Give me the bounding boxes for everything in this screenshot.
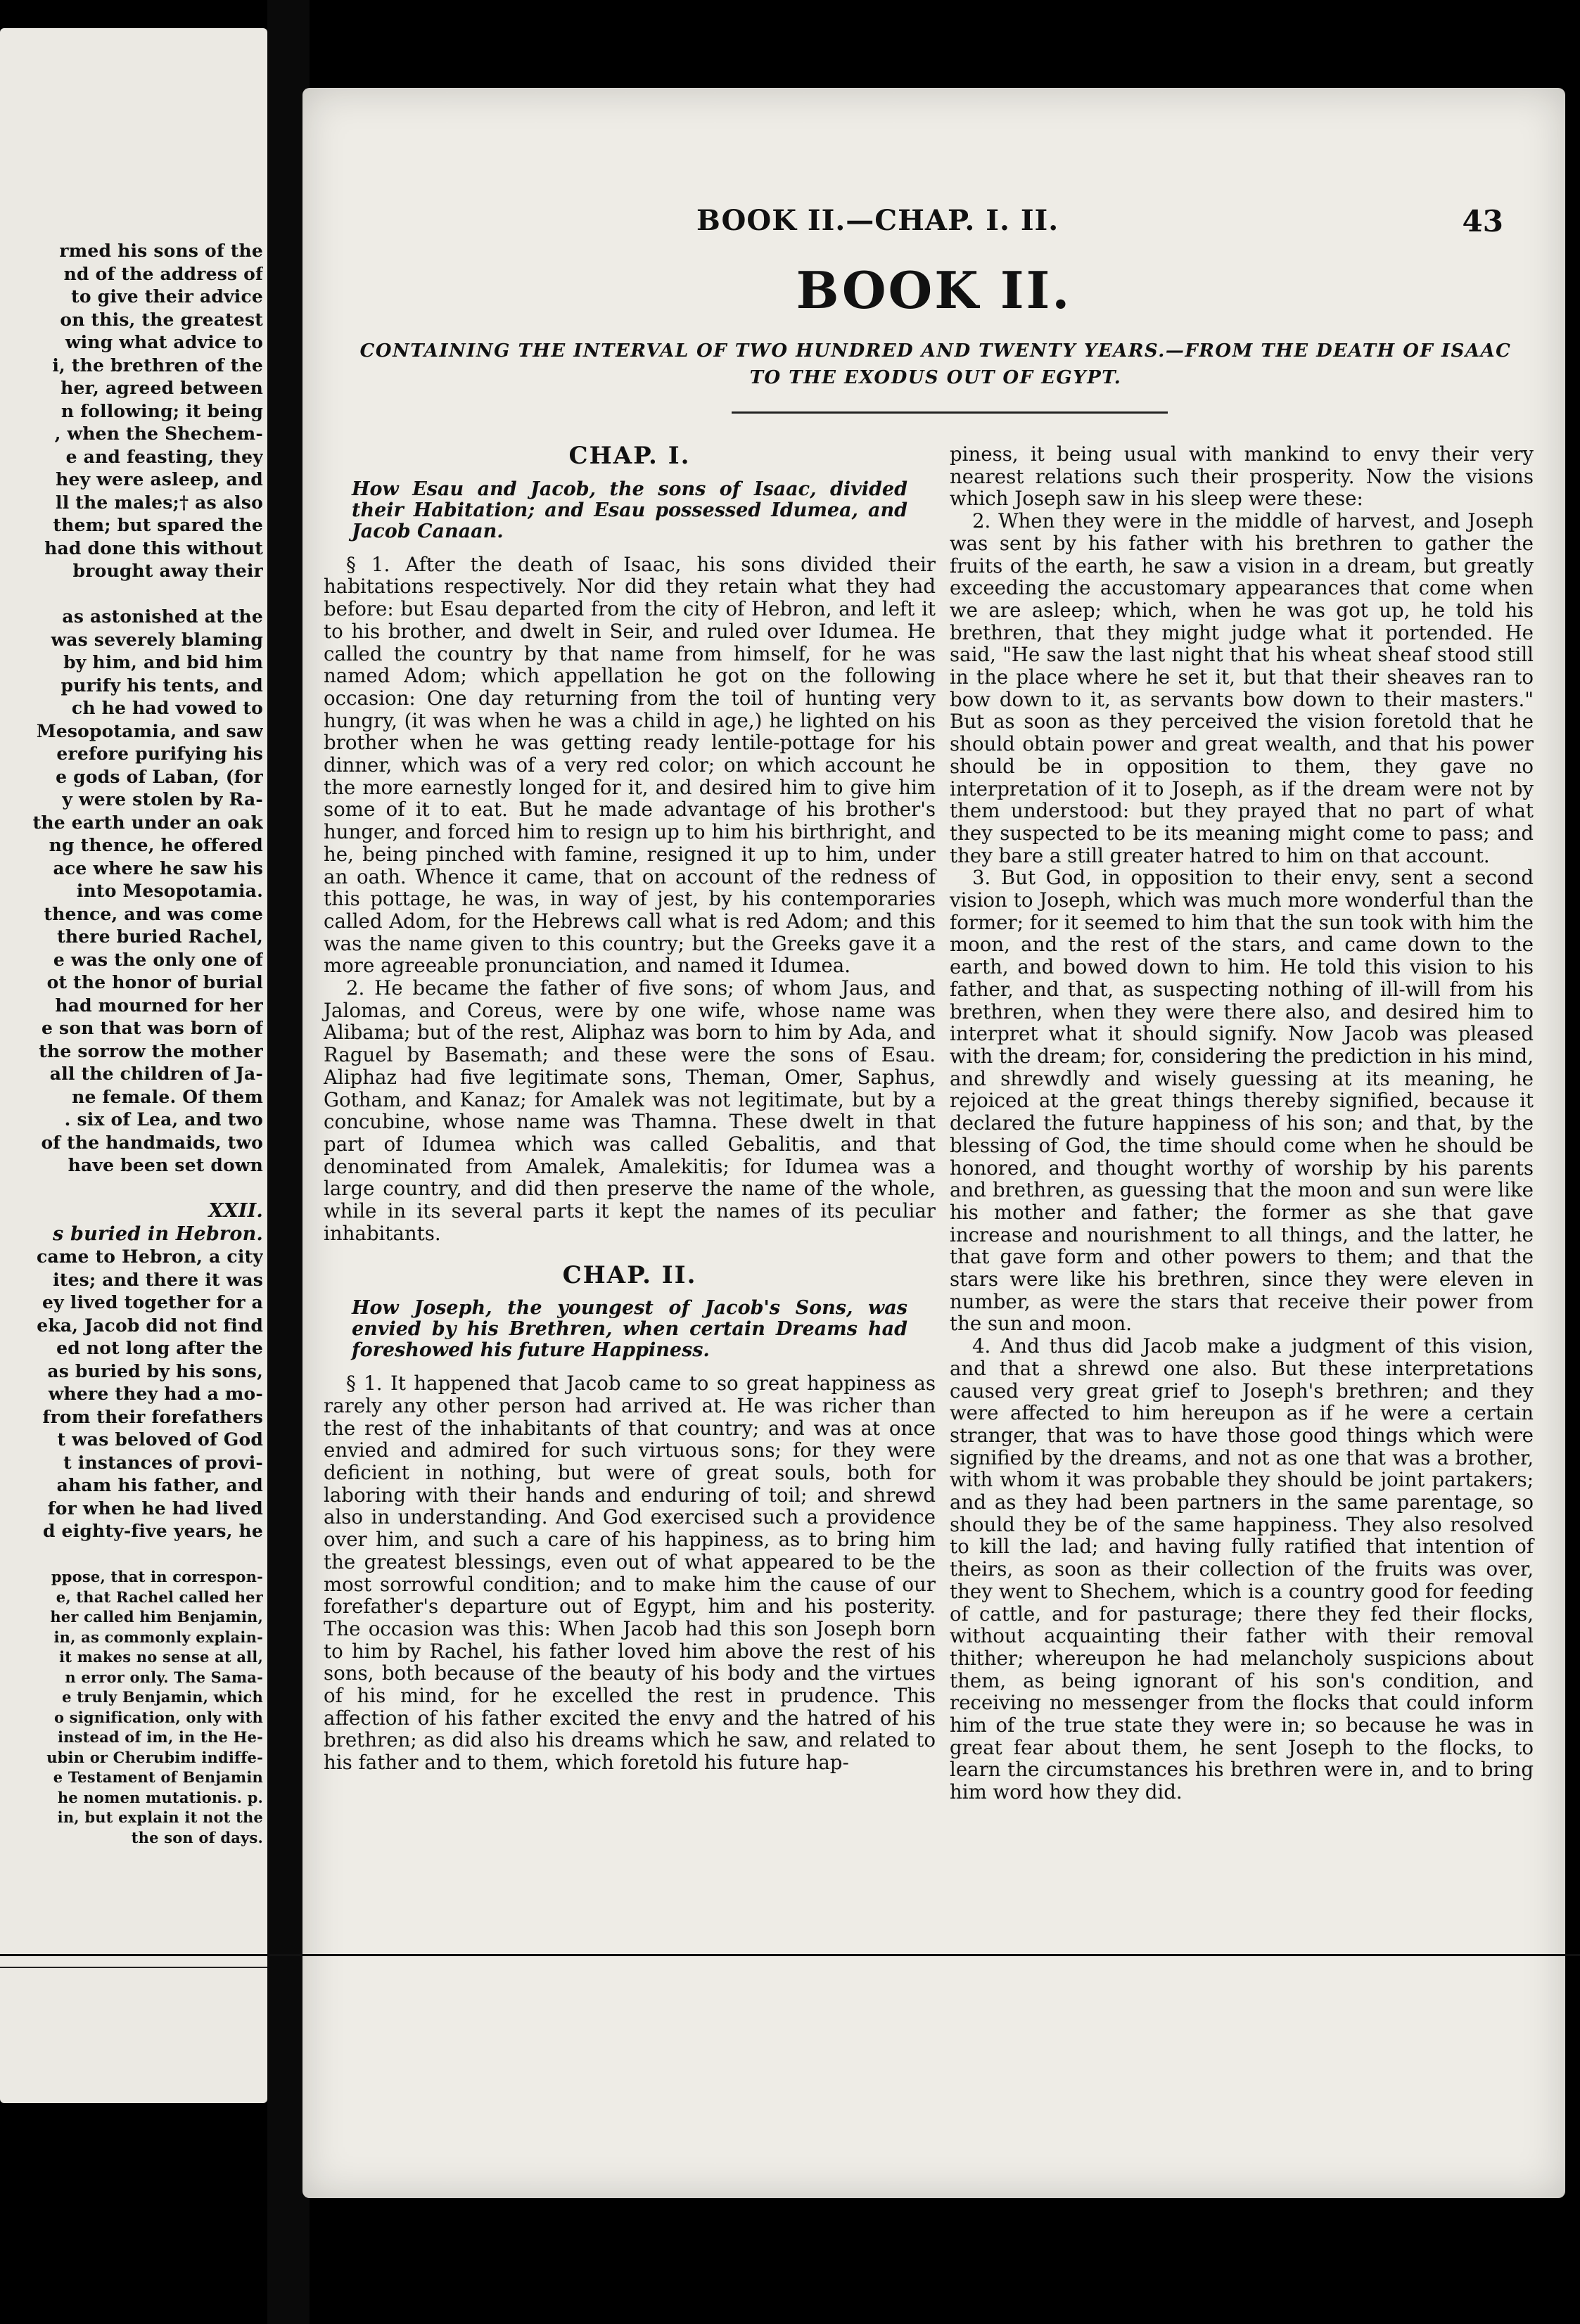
left-page-line: ites; and there it was — [53, 1269, 263, 1290]
left-column — [324, 426, 936, 1774]
left-page-rule — [0, 1967, 267, 1968]
left-page-line: o signification, only with — [53, 1708, 263, 1726]
left-page-line: i, the brethren of the — [52, 355, 263, 376]
left-page-line: , when the Shechem- — [54, 423, 263, 444]
left-page-line: it makes no sense at all, — [59, 1648, 263, 1666]
left-page-line: from their forefathers — [42, 1406, 263, 1427]
book-subtitle: CONTAINING THE INTERVAL OF TWO HUNDRED AND TWENTY YEARS.—FROM THE DEATH OF ISAAC TO THE EXODUS OUT OF EGYPT. — [359, 340, 1512, 388]
left-page-line: y were stolen by Ra- — [62, 789, 263, 810]
left-page-line: ne female. Of them — [72, 1086, 263, 1107]
book-title: BOOK II. — [796, 260, 1072, 320]
left-page-line: erefore purifying his — [56, 743, 263, 764]
left-page-line: of the handmaids, two — [41, 1132, 263, 1153]
left-page-line: e, that Rachel called her — [56, 1588, 263, 1606]
left-page-line: the earth under an oak — [32, 812, 263, 833]
left-page-line: for when he had lived — [47, 1498, 263, 1519]
chapter-1-paragraph: § 1. After the death of Isaac, his sons divided their habitations respectively. Nor did they retain what they had before: but Esau departed from the city of Hebron, and left it to his brother, and dwelt in Seir, and ruled over Idumea. He called the country by that name from himself, for he was named Adom; which appellation he got on the following occasion: One day returning from the toil of hunting very hungry, (it was when he was a child in age,) he lighted on his brother when he was getting ready lentile-pottage for his dinner, which was of a very red color; on which account he the more earnestly longed for it, and desired him to give him some of it to eat. But he made advantage of his brother's hunger, and forced him to resign up to him his birthright, and he, being pinched with famine, resigned it up to him, under an oath. Whence it came, that on account of the redness of this pottage, he was, in way of jest, by his contemporaries called Adom, for the Hebrews call what is red Adom; and this was the name given to this country; but the Greeks gave it a more agreeable pronunciation, and named it Idumea. — [324, 552, 936, 978]
right-page — [302, 88, 1565, 2198]
left-page-line: t instances of provi- — [63, 1452, 263, 1473]
left-page-line: wing what advice to — [65, 332, 263, 352]
left-page-line: had done this without — [44, 537, 263, 558]
left-page-line: to give their advice — [71, 286, 263, 307]
left-page-line: had mourned for her — [55, 995, 263, 1016]
left-page-line: n following; it being — [60, 400, 263, 421]
left-page-line: where they had a mo- — [48, 1384, 263, 1404]
left-page-line: e was the only one of — [53, 949, 263, 970]
left-page-line: hey were asleep, and — [56, 469, 263, 490]
left-page-line: her called him Benjamin, — [50, 1608, 263, 1626]
left-page-line: came to Hebron, a city — [37, 1246, 263, 1267]
left-page-line: n error only. The Sama- — [65, 1668, 263, 1686]
left-page-line: rmed his sons of the — [59, 241, 263, 261]
chapter-2-paragraph: 4. And thus did Jacob make a judgment of this vision, and that a shrewd one also. But these interpretations caused very great grief to Joseph's brethren; and they were affected to him hereupon as if he were a certain stranger, that was to have those good things which were signified by the dreams, and not as one that was a brother, with whom it was probable they should be joint partakers; and as they had been partners in the same parentage, so should they be of the same happiness. They also resolved to kill the lad; and having fully ratified that intention of theirs, as soon as their collection of the fruits was over, they went to Shechem, which is a country good for feeding of cattle, and for pasturage; there they fed their flocks, without acquainting their father with their removal thither; whereupon he had melancholy suspicions about them, as being ignorant of his son's condition, and receiving no messenger from the flocks that could inform him of the true state they were in; so because he was in great fear about them, he sent Joseph to the flocks, to learn the circumstances his brethren were in, and to bring him word how they did. — [950, 1334, 1534, 1804]
chapter-1-paragraph: 2. He became the father of five sons; of whom Jaus, and Jalomas, and Coreus, were by one wife, whose name was Alibama; but of the rest, Aliphaz was born to him by Ada, and Raguel by Basemath; and these were the sons of Esau. Aliphaz had five legitimate sons, Theman, Omer, Saphus, Gotham, and Kanaz; for Amalek was not legitimate, but by a concubine, whose name was Thamna. These dwelt in that part of Idumea which was called Gebalitis, and that denominated from Amalek, Amalekitis; for Idumea was a large country, and did then preserve the name of the whole, while in its several parts it kept the names of its peculiar inhabitants. — [324, 976, 936, 1245]
left-page-line — [0, 582, 263, 606]
left-page-line: ot the honor of burial — [46, 972, 263, 992]
left-page-line: aham his father, and — [56, 1475, 263, 1495]
left-page-line: in, but explain it not the — [57, 1808, 263, 1826]
scan-fold-line — [0, 1954, 1580, 1956]
left-page-line: s buried in Hebron. — [53, 1222, 263, 1245]
right-column — [950, 443, 1534, 1803]
left-page-line: by him, and bid him — [63, 652, 263, 672]
left-page-line: Mesopotamia, and saw — [36, 720, 263, 741]
left-page-line: was severely blaming — [51, 629, 263, 650]
left-page-line: he nomen mutationis. p. — [57, 1788, 263, 1806]
left-page-line: d eighty-five years, he — [42, 1521, 263, 1541]
left-page-line: . six of Lea, and two — [64, 1109, 263, 1130]
left-page-line: nd of the address of — [63, 263, 263, 284]
left-page-line: ch he had vowed to — [71, 698, 263, 718]
left-page-line: ed not long after the — [56, 1338, 263, 1358]
left-page-line: in, as commonly explain- — [53, 1628, 263, 1646]
chapter-2-summary: How Joseph, the youngest of Jacob's Sons, was envied by his Brethren, when certain Dreams had foreshowed his future Happiness. — [352, 1297, 907, 1362]
left-page-line: instead of im, in the He- — [57, 1728, 263, 1746]
left-page-line: ng thence, he offered — [49, 835, 263, 855]
chapter-2-paragraph: § 1. It happened that Jacob came to so great happiness as rarely any other person had arrived at. He was richer than the rest of the inhabitants of that country; and was at once envied and admired for such virtuous sons; for they were deficient in nothing, but were of great souls, both for laboring with their hands and enduring of toil; and shrewd also in understanding. And God exercised such a providence over him, and such a care of his happiness, as to bring him the greatest blessings, even out of what appeared to be the most sorrowful condition; and to make him the cause of our forefather's departure out of Egypt, him and his posterity. The occasion was this: When Jacob had this son Joseph born to him by Rachel, his father loved him above the rest of his sons, both because of the beauty of his body and the virtues of his mind, for he excelled the rest in prudence. This affection of his father excited the envy and the hatred of his brethren; as did also his dreams which he saw, and related to his father and to them, which foretold his future hap- — [324, 1372, 936, 1775]
left-page-line: as buried by his sons, — [47, 1360, 263, 1381]
left-page-line: purify his tents, and — [60, 675, 263, 696]
left-page-line: into Mesopotamia. — [76, 881, 263, 901]
left-facing-page — [0, 28, 267, 2103]
left-page-line: ppose, that in correspon- — [51, 1568, 263, 1585]
left-page-line: thence, and was come — [44, 903, 263, 924]
left-page-line: have been set down — [68, 1155, 263, 1175]
chapter-2-heading: CHAP. II. — [562, 1260, 697, 1289]
left-page-line: e son that was born of — [42, 1018, 263, 1038]
left-page-line: the sorrow the mother — [39, 1040, 263, 1061]
left-page-line: brought away their — [72, 561, 263, 581]
left-page-line: XXII. — [208, 1200, 263, 1222]
left-page-line: on this, the greatest — [60, 309, 263, 330]
title-rule — [732, 411, 1168, 414]
chapter-1-summary: How Esau and Jacob, the sons of Isaac, divided their Habitation; and Esau possessed Idumea, and Jacob Canaan. — [352, 478, 907, 542]
left-page-line: e Testament of Benjamin — [53, 1768, 263, 1786]
left-page-line: t was beloved of God — [57, 1429, 263, 1450]
left-page-line: as astonished at the — [62, 606, 263, 627]
left-page-line: ace where he saw his — [53, 857, 263, 879]
left-page-line: them; but spared the — [53, 515, 263, 535]
page-number: 43 — [1462, 204, 1503, 238]
left-page-line: eka, Jacob did not find — [37, 1315, 263, 1336]
left-page-line: e gods of Laban, (for — [56, 766, 263, 787]
left-page-line — [0, 1177, 263, 1201]
chapter-2-paragraph: 3. But God, in opposition to their envy, sent a second vision to Joseph, which was much more wonderful than the former; for it seemed to him that the sun took with him the moon, and the rest of the stars, and came down to the earth, and bowed down to him. He told this vision to his father, and that, as suspecting nothing of ill-will from his brethren, when they were there also, and desired him to interpret what it should signify. Now Jacob was pleased with the dream; for, considering the prediction in his mind, and shrewdly and wisely guessing at its meaning, he rejoiced at the great things thereby signified, because it declared the future happiness of his son; and that, by the blessing of God, the time should come when he should be honored, and thought worthy of worship by his parents and brethren, as guessing that the moon and sun were like his mother and father; the former as she that gave increase and nourishment to all things, and the latter, he that gave form and other powers to them; and that the stars were like his brethren, since they were eleven in number, as were the stars that receive their power from the sun and moon. — [950, 866, 1534, 1336]
chapter-1-heading: CHAP. I. — [568, 442, 691, 470]
running-head: BOOK II.—CHAP. I. II. — [696, 204, 1059, 237]
left-page-line: all the children of Ja- — [49, 1064, 263, 1084]
left-page-line: e and feasting, they — [65, 446, 263, 467]
left-page-line: e truly Benjamin, which — [62, 1688, 263, 1706]
left-page-line: the son of days. — [131, 1828, 263, 1846]
left-page-line: ubin or Cherubim indiffe- — [46, 1748, 263, 1766]
left-page-line: there buried Rachel, — [57, 926, 263, 947]
chapter-2-paragraph: piness, it being usual with mankind to envy their very nearest relations such their prosperity. Now the visions which Joseph saw in his sleep were these: — [950, 442, 1534, 511]
left-page-line — [0, 1543, 263, 1566]
left-page-line: her, agreed between — [60, 378, 263, 398]
left-page-line: ll the males;† as also — [56, 492, 263, 513]
left-page-line: ey lived together for a — [42, 1292, 263, 1313]
chapter-2-paragraph: 2. When they were in the middle of harvest, and Joseph was sent by his father with his brethren to gather the fruits of the earth, he saw a vision in a dream, but greatly exceeding the accustomary appearances that come when we are asleep; which, when he was got up, he told his brethren, that they might judge what it portended. He said, "He saw the last night that his wheat sheaf stood still in the place where he set it, but that their sheaves ran to bow down to it, as servants bow down to their masters." But as soon as they perceived the vision foretold that he should obtain power and great wealth, and that his power should be in opposition to them, they gave no interpretation of it to Joseph, as if the dream were not by them understood: but they prayed that no part of what they suspected to be its meaning might come to pass; and they bare a still greater hatred to him on that account. — [950, 509, 1534, 867]
